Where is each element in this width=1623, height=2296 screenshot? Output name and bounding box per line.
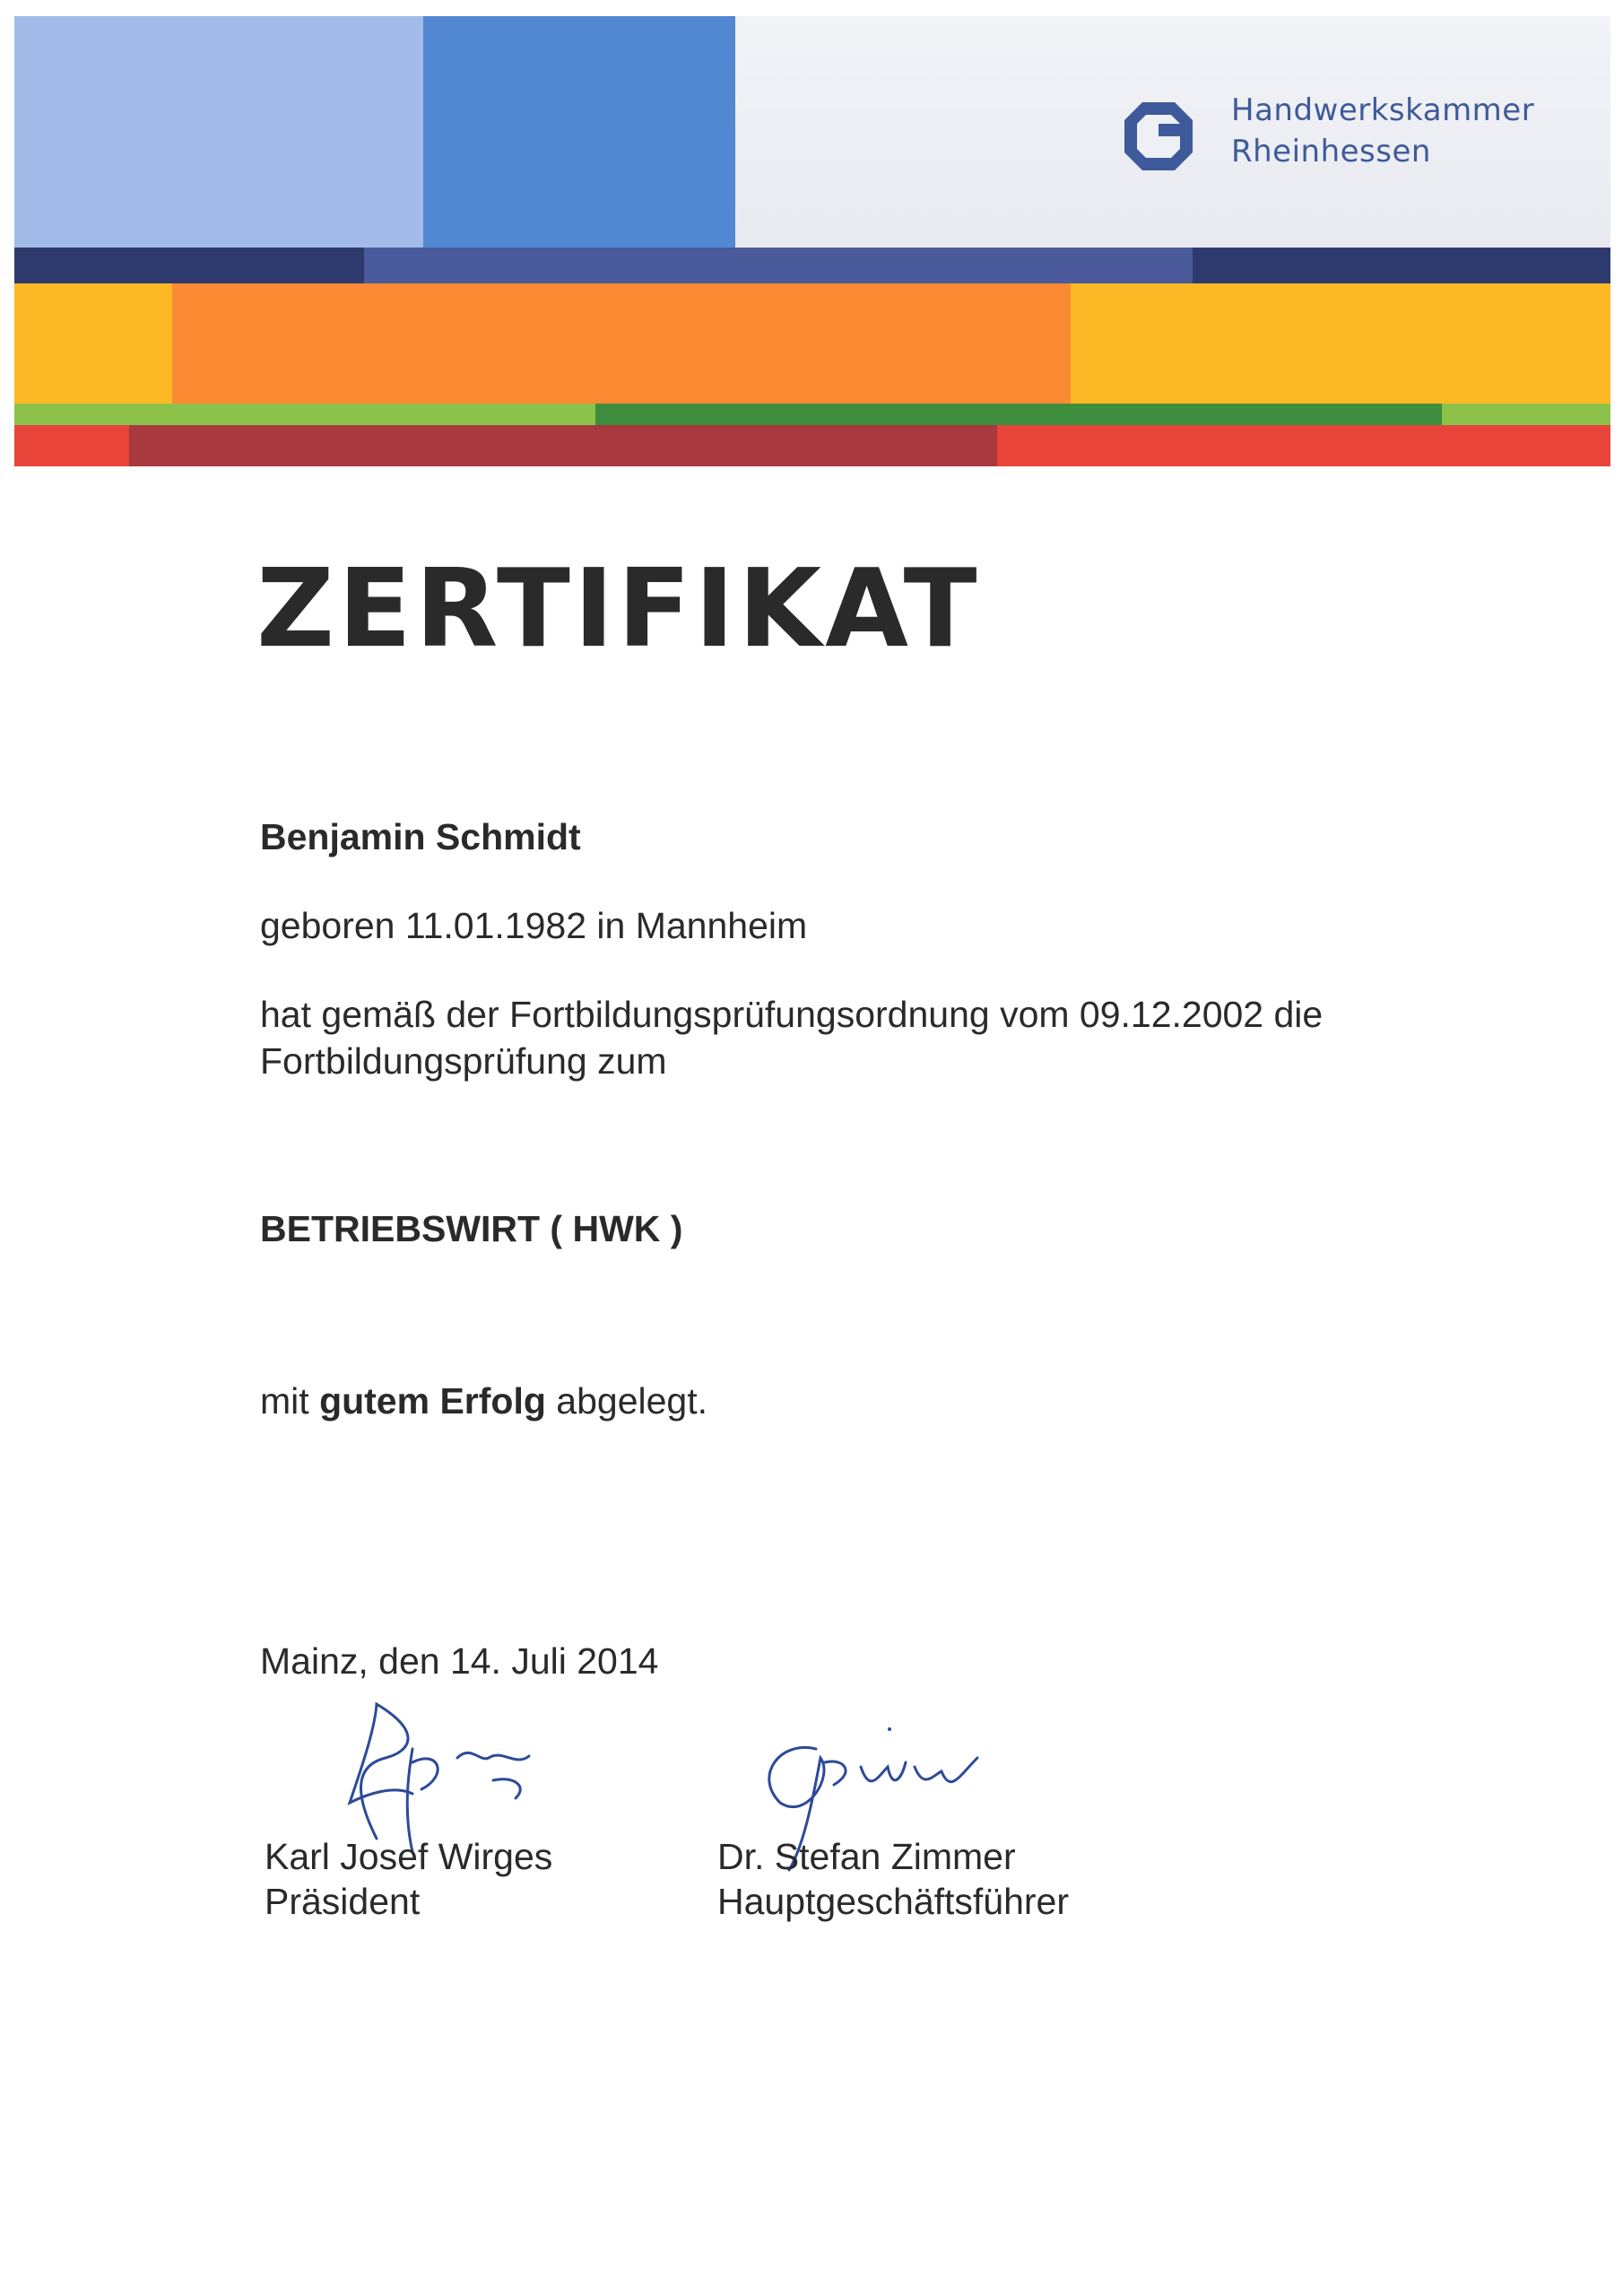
hwk-logo-icon — [1123, 100, 1194, 172]
result-suffix: abgelegt. — [556, 1380, 708, 1422]
signatory-1-name: Karl Josef Wirges — [265, 1836, 553, 1877]
banner-red-left — [14, 425, 129, 466]
certificate-title: ZERTIFIKAT — [256, 547, 981, 672]
birth-info: geboren 11.01.1982 in Mannheim — [260, 905, 808, 946]
place-date: Mainz, den 14. Juli 2014 — [260, 1640, 659, 1682]
signatory-1-role: Präsident — [265, 1881, 421, 1922]
signatory-2-name: Dr. Stefan Zimmer — [717, 1836, 1016, 1877]
banner-navy-mid — [364, 248, 1193, 283]
banner-light-blue — [14, 16, 423, 248]
banner-dark-green — [595, 404, 1442, 425]
degree-title: BETRIEBSWIRT ( HWK ) — [260, 1208, 683, 1249]
banner-yellow-right — [1071, 283, 1610, 404]
signatory-1 — [265, 1834, 552, 1924]
banner-navy — [14, 248, 364, 283]
org-name-line1: Handwerkskammer — [1231, 92, 1535, 128]
exam-text-line1: hat gemäß der Fortbildungsprüfungsordnung vom 09.12.2002 die — [260, 994, 1324, 1035]
banner-orange — [172, 283, 1071, 404]
org-name — [1231, 90, 1534, 172]
result-prefix: mit — [260, 1380, 309, 1422]
signatory-2 — [717, 1834, 1069, 1924]
signatory-2-role: Hauptgeschäftsführer — [717, 1881, 1070, 1922]
banner-red-right — [997, 425, 1610, 466]
recipient-name: Benjamin Schmidt — [260, 816, 581, 857]
banner-mid-blue — [423, 16, 735, 248]
banner-navy-right — [1193, 248, 1610, 283]
org-name-line2: Rheinhessen — [1231, 134, 1431, 170]
banner-dark-red — [129, 425, 997, 466]
exam-text-line2: Fortbildungsprüfung zum — [260, 1040, 667, 1082]
banner-light-green — [14, 404, 595, 425]
result-line — [260, 1378, 707, 1423]
banner-light-green-right — [1442, 404, 1610, 425]
result-grade: gutem Erfolg — [319, 1380, 546, 1422]
banner-yellow-left — [14, 283, 172, 404]
